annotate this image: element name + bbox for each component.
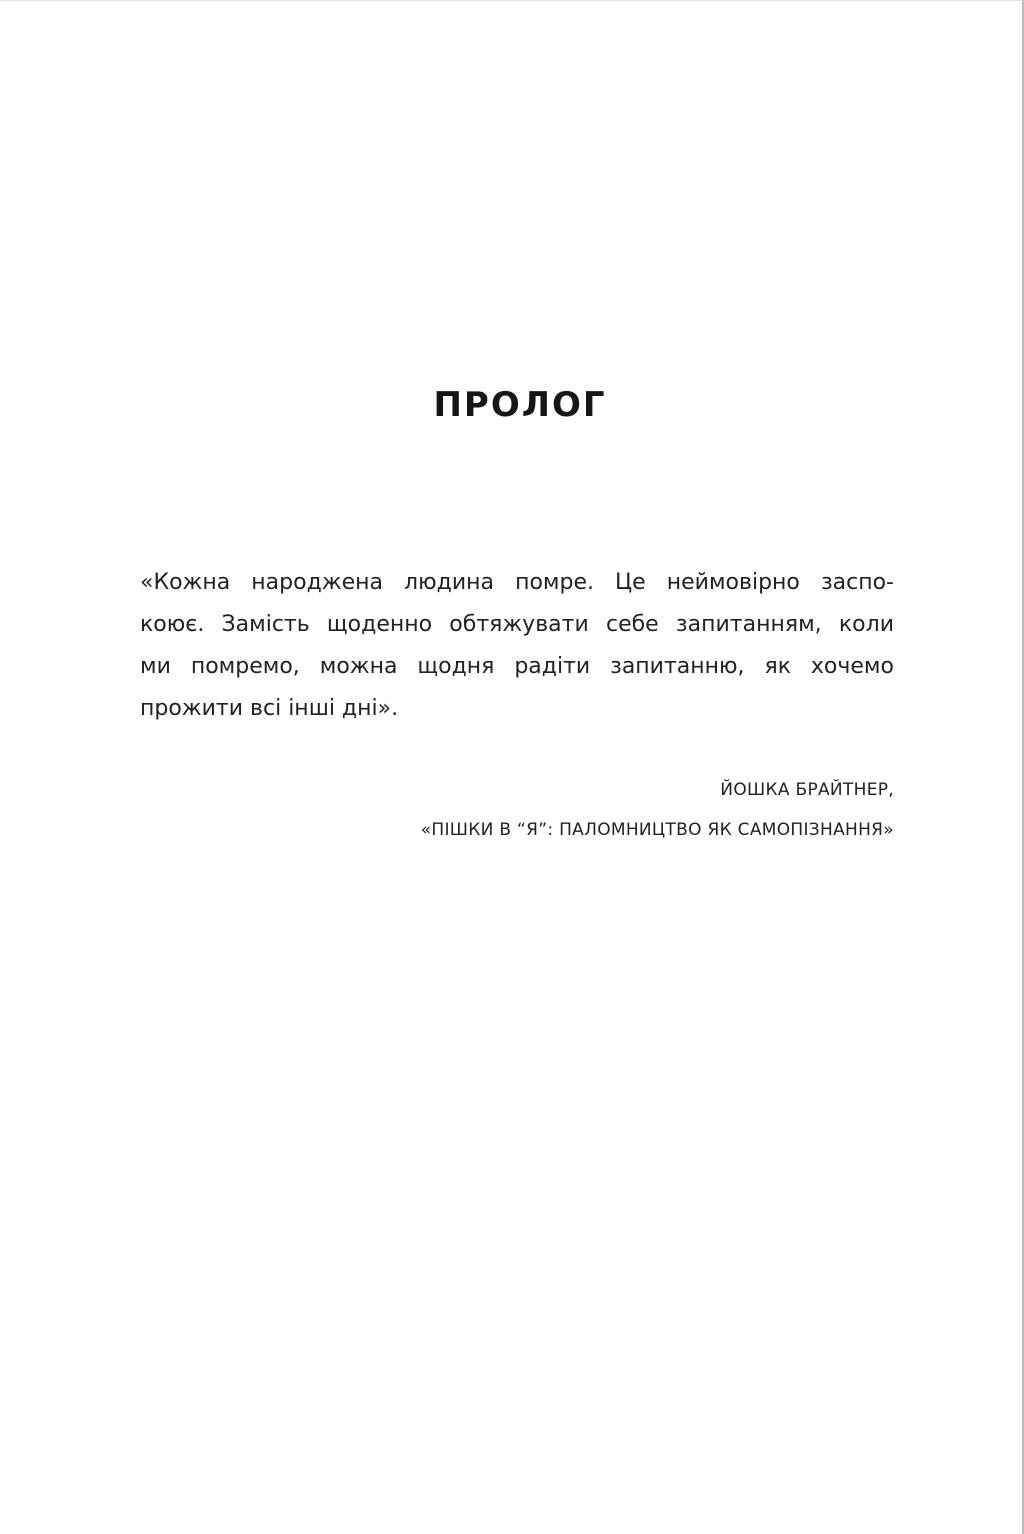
epigraph-line: прожити всі інші дні». [140, 696, 399, 721]
epigraph-line: «Кожна народжена людина помре. Це неймовірно заспо- [140, 570, 894, 595]
epigraph-line: ми помремо, можна щодня радіти запитанню, як хочемо [140, 654, 894, 679]
chapter-title: ПРОЛОГ [433, 385, 607, 425]
page-top-edge [0, 0, 1024, 1]
epigraph-line: коює. Замість щоденно обтяжувати себе запитанням, коли [140, 612, 894, 637]
attribution-source: «ПІШКИ В “Я”: ПАЛОМНИЦТВО ЯК САМОПІЗНАННЯ» [420, 820, 894, 840]
attribution-author: ЙОШКА БРАЙТНЕР, [720, 780, 894, 800]
epigraph-quote [140, 562, 894, 730]
epigraph-attribution [421, 770, 894, 850]
